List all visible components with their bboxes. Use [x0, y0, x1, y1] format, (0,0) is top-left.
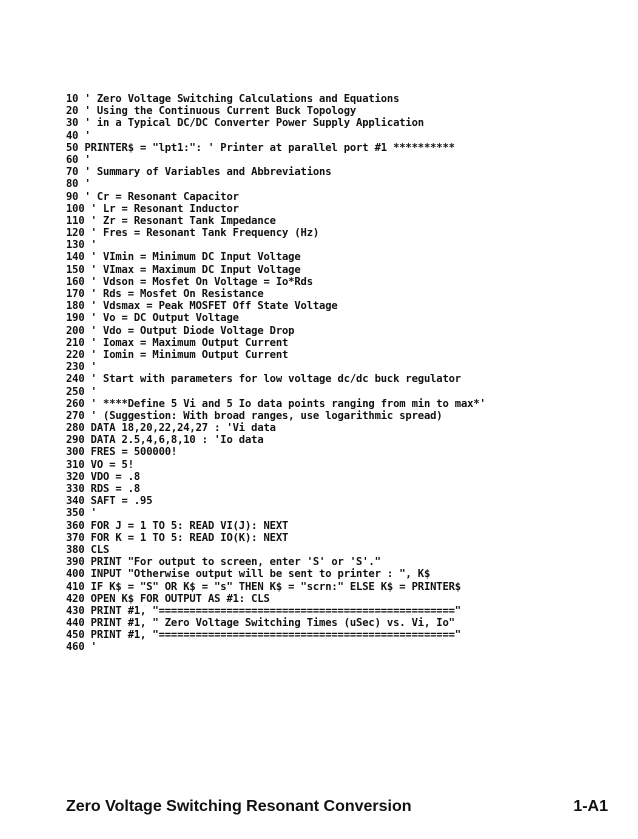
code-line: 300 FRES = 500000! — [66, 446, 178, 459]
footer-title: Zero Voltage Switching Resonant Conversion — [66, 798, 412, 815]
code-line: 420 OPEN K$ FOR OUTPUT AS #1: CLS — [66, 592, 270, 605]
basic-code-listing — [66, 93, 626, 654]
code-line: 280 DATA 18,20,22,24,27 : 'Vi data — [66, 422, 276, 435]
code-line: 440 PRINT #1, " Zero Voltage Switching Times (uSec) vs. Vi, Io" — [66, 617, 455, 630]
code-line: 160 ' Vdson = Mosfet On Voltage = Io*Rds — [66, 275, 313, 288]
code-line: 460 ' — [66, 641, 97, 654]
code-line: 380 CLS — [66, 543, 110, 556]
code-line: 430 PRINT #1, "================================================" — [66, 604, 461, 617]
code-line: 400 INPUT "Otherwise output will be sent to printer : ", K$ — [66, 568, 431, 581]
code-line: 150 ' VImax = Maximum DC Input Voltage — [66, 263, 301, 276]
code-line: 80 ' — [66, 178, 91, 191]
code-line: 220 ' Iomin = Minimum Output Current — [66, 348, 289, 361]
code-line: 270 ' (Suggestion: With broad ranges, use logarithmic spread) — [66, 409, 443, 422]
code-line: 100 ' Lr = Resonant Inductor — [66, 202, 239, 215]
code-line: 60 ' — [66, 153, 91, 166]
code-line: 330 RDS = .8 — [66, 483, 141, 495]
code-line: 360 FOR J = 1 TO 5: READ VI(J): NEXT — [66, 519, 289, 532]
code-line: 230 ' — [66, 361, 97, 374]
code-line: 340 SAFT = .95 — [66, 495, 153, 508]
code-line: 350 ' — [66, 507, 97, 520]
code-line: 90 ' Cr = Resonant Capacitor — [66, 190, 239, 203]
code-line: 130 ' — [66, 239, 97, 252]
code-line: 210 ' Iomax = Maximum Output Current — [66, 336, 289, 349]
code-line: 240 ' Start with parameters for low voltage dc/dc buck regulator — [66, 373, 461, 386]
code-line: 290 DATA 2.5,4,6,8,10 : 'Io data — [66, 434, 264, 447]
code-line: 30 ' in a Typical DC/DC Converter Power Supply Application — [66, 117, 424, 130]
code-line: 390 PRINT "For output to screen, enter 'S' or 'S'." — [66, 556, 381, 569]
code-line: 120 ' Fres = Resonant Tank Frequency (Hz) — [66, 227, 320, 240]
code-line: 260 ' ****Define 5 Vi and 5 Io data points ranging from min to max*' — [66, 397, 486, 410]
code-line: 20 ' Using the Continuous Current Buck Topology — [66, 105, 357, 118]
code-line: 370 FOR K = 1 TO 5: READ IO(K): NEXT — [66, 531, 289, 544]
code-line: 450 PRINT #1, "================================================" — [66, 629, 461, 642]
code-line: 110 ' Zr = Resonant Tank Impedance — [66, 214, 276, 227]
code-line: 200 ' Vdo = Output Diode Voltage Drop — [66, 324, 295, 337]
code-line: 170 ' Rds = Mosfet On Resistance — [66, 288, 264, 300]
code-line: 10 ' Zero Voltage Switching Calculations and Equations — [66, 93, 400, 105]
code-line: 310 VO = 5! — [66, 458, 134, 471]
code-line: 190 ' Vo = DC Output Voltage — [66, 312, 239, 325]
code-line: 50 PRINTER$ = "lpt1:": ' Printer at parallel port #1 ********** — [66, 141, 455, 154]
page-footer — [66, 798, 608, 820]
code-line: 40 ' — [66, 129, 91, 142]
code-line: 180 ' Vdsmax = Peak MOSFET Off State Voltage — [66, 300, 338, 313]
code-line: 70 ' Summary of Variables and Abbreviations — [66, 166, 332, 179]
code-line: 320 VDO = .8 — [66, 470, 141, 483]
code-line: 410 IF K$ = "S" OR K$ = "s" THEN K$ = "scrn:" ELSE K$ = PRINTER$ — [66, 580, 461, 593]
code-line: 250 ' — [66, 385, 97, 398]
code-line: 140 ' VImin = Minimum DC Input Voltage — [66, 251, 301, 264]
page-number: 1-A1 — [573, 798, 608, 815]
